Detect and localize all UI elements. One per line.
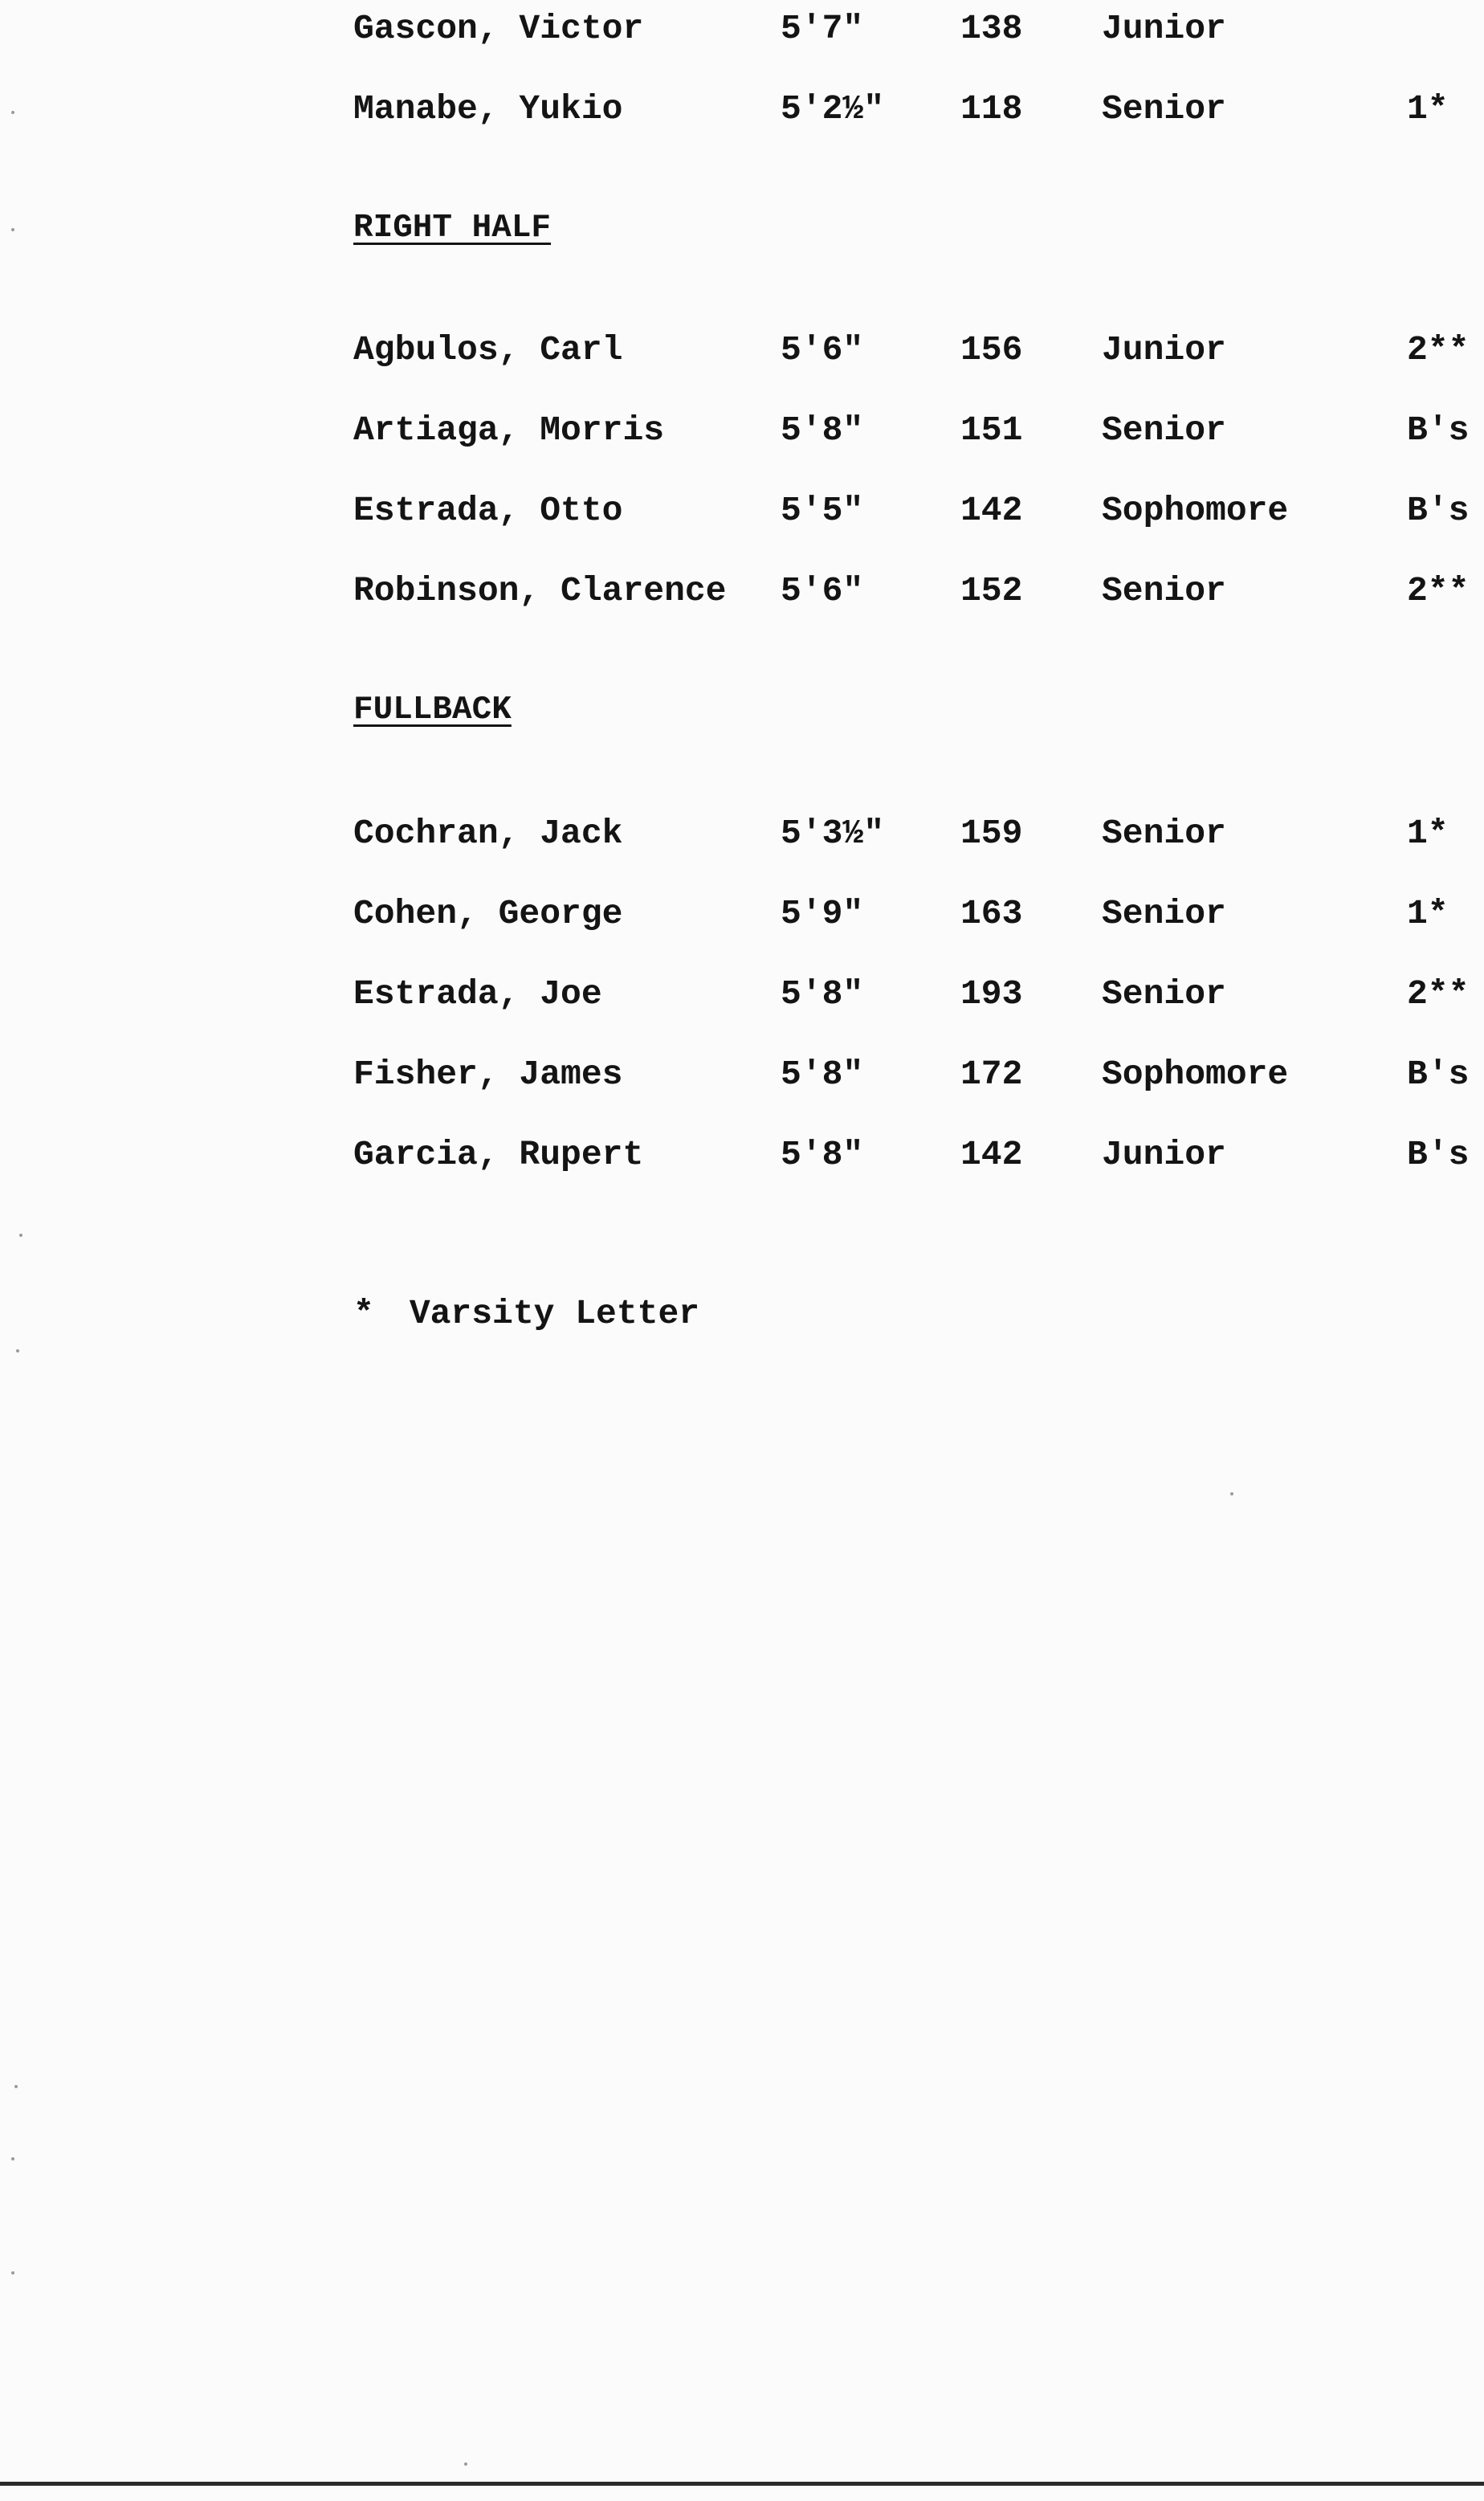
player-height: 5'8"	[781, 1135, 864, 1174]
player-row	[0, 326, 1484, 374]
player-height: 5'8"	[781, 410, 864, 450]
player-award: 2**	[1407, 571, 1470, 610]
section-heading-fullback: FULLBACK	[353, 692, 512, 728]
player-award: B's	[1407, 410, 1470, 450]
scan-speck	[19, 1234, 22, 1237]
player-award: 1*	[1407, 89, 1449, 129]
player-height: 5'8"	[781, 1055, 864, 1094]
player-weight: 138	[960, 9, 1023, 48]
scan-speck	[464, 2462, 467, 2466]
scan-speck	[14, 2085, 18, 2088]
player-award: 1*	[1407, 814, 1449, 853]
player-weight: 172	[960, 1055, 1023, 1094]
player-row	[0, 1131, 1484, 1179]
player-name: Artiaga, Morris	[353, 410, 665, 450]
player-name: Cohen, George	[353, 894, 623, 933]
player-weight: 163	[960, 894, 1023, 933]
player-name: Manabe, Yukio	[353, 89, 623, 129]
player-class: Senior	[1102, 571, 1226, 610]
scan-speck	[11, 228, 14, 231]
player-class: Sophomore	[1102, 1055, 1289, 1094]
player-height: 5'6"	[781, 330, 864, 369]
scan-speck	[11, 2271, 14, 2275]
player-row	[0, 810, 1484, 858]
player-award: B's	[1407, 1055, 1470, 1094]
player-name: Estrada, Otto	[353, 491, 623, 530]
player-award: 2**	[1407, 974, 1470, 1014]
player-award: 2**	[1407, 330, 1470, 369]
player-name: Gascon, Victor	[353, 9, 644, 48]
player-row	[0, 5, 1484, 53]
player-height: 5'3½"	[781, 814, 885, 853]
player-name: Garcia, Rupert	[353, 1135, 644, 1174]
player-weight: 156	[960, 330, 1023, 369]
player-height: 5'8"	[781, 974, 864, 1014]
player-height: 5'7"	[781, 9, 864, 48]
player-class: Junior	[1102, 1135, 1226, 1174]
footnote-text: Varsity Letter	[409, 1294, 700, 1333]
player-weight: 151	[960, 410, 1023, 450]
player-class: Junior	[1102, 9, 1226, 48]
player-award: B's	[1407, 491, 1470, 530]
footnote-mark: *	[353, 1294, 374, 1333]
player-height: 5'5"	[781, 491, 864, 530]
player-weight: 142	[960, 491, 1023, 530]
player-row	[0, 85, 1484, 133]
footnote	[353, 1290, 699, 1338]
scan-speck	[11, 2157, 14, 2160]
player-name: Agbulos, Carl	[353, 330, 623, 369]
player-height: 5'9"	[781, 894, 864, 933]
player-weight: 152	[960, 571, 1023, 610]
scan-speck	[11, 111, 14, 114]
player-class: Sophomore	[1102, 491, 1289, 530]
player-weight: 159	[960, 814, 1023, 853]
player-weight: 193	[960, 974, 1023, 1014]
player-class: Senior	[1102, 814, 1226, 853]
player-weight: 142	[960, 1135, 1023, 1174]
section-heading-right-half: RIGHT HALF	[353, 210, 552, 247]
player-row	[0, 1051, 1484, 1099]
player-row	[0, 487, 1484, 535]
player-class: Senior	[1102, 974, 1226, 1014]
player-row	[0, 406, 1484, 455]
player-class: Senior	[1102, 410, 1226, 450]
player-name: Cochran, Jack	[353, 814, 623, 853]
player-award: B's	[1407, 1135, 1470, 1174]
player-height: 5'6"	[781, 571, 864, 610]
player-class: Senior	[1102, 894, 1226, 933]
scan-speck	[16, 1349, 19, 1352]
player-row	[0, 890, 1484, 938]
player-name: Fisher, James	[353, 1055, 623, 1094]
player-name: Robinson, Clarence	[353, 571, 727, 610]
scan-speck	[1230, 1492, 1233, 1495]
player-award: 1*	[1407, 894, 1449, 933]
player-name: Estrada, Joe	[353, 974, 602, 1014]
player-class: Senior	[1102, 89, 1226, 129]
page-bottom-edge	[0, 2482, 1484, 2486]
player-row	[0, 567, 1484, 615]
player-weight: 118	[960, 89, 1023, 129]
player-row	[0, 970, 1484, 1018]
player-height: 5'2½"	[781, 89, 885, 129]
player-class: Junior	[1102, 330, 1226, 369]
